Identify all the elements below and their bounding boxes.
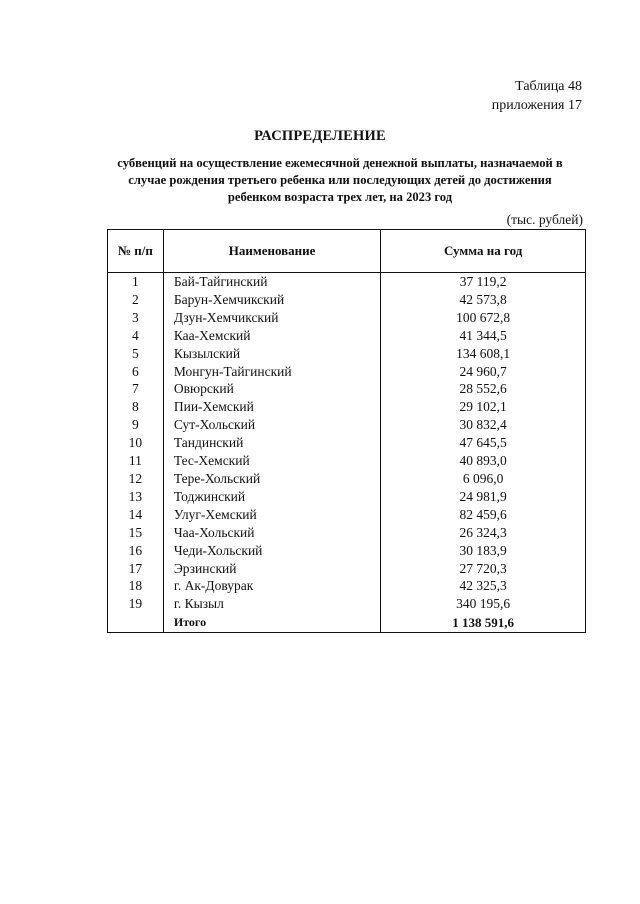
row-sum: 37 119,2: [381, 273, 586, 291]
row-name: Чеди-Хольский: [163, 542, 380, 560]
row-sum: 26 324,3: [381, 524, 586, 542]
appendix-reference: [492, 77, 582, 115]
table-row: [108, 434, 586, 452]
row-sum: 27 720,3: [381, 560, 586, 578]
row-num: 17: [108, 560, 164, 578]
row-num: 8: [108, 398, 164, 416]
table-row: [108, 416, 586, 434]
row-num: 4: [108, 327, 164, 345]
row-num: 5: [108, 345, 164, 363]
total-num-cell: [108, 613, 164, 633]
row-name: Эрзинский: [163, 560, 380, 578]
row-sum: 340 195,6: [381, 595, 586, 613]
row-name: Тес-Хемский: [163, 452, 380, 470]
row-name: Дзун-Хемчикский: [163, 309, 380, 327]
table-row: [108, 542, 586, 560]
table-row: [108, 560, 586, 578]
row-num: 2: [108, 291, 164, 309]
row-name: Тере-Хольский: [163, 470, 380, 488]
row-num: 6: [108, 363, 164, 381]
row-sum: 24 960,7: [381, 363, 586, 381]
row-name: Чаа-Хольский: [163, 524, 380, 542]
row-sum: 29 102,1: [381, 398, 586, 416]
row-name: Улуг-Хемский: [163, 506, 380, 524]
distribution-table: [107, 229, 586, 633]
table-row: [108, 380, 586, 398]
table-row: [108, 595, 586, 613]
row-sum: 42 573,8: [381, 291, 586, 309]
units-note: (тыс. рублей): [506, 212, 583, 227]
table-row: [108, 488, 586, 506]
row-name: Тоджинский: [163, 488, 380, 506]
row-name: Овюрский: [163, 380, 380, 398]
row-name: Пии-Хемский: [163, 398, 380, 416]
document-subtitle: [100, 155, 580, 206]
row-sum: 82 459,6: [381, 506, 586, 524]
row-sum: 30 832,4: [381, 416, 586, 434]
total-row: [108, 613, 586, 633]
table-row: [108, 273, 586, 291]
header-sum: Сумма на год: [381, 230, 586, 273]
row-name: Сут-Хольский: [163, 416, 380, 434]
row-name: г. Кызыл: [163, 595, 380, 613]
row-name: Монгун-Тайгинский: [163, 363, 380, 381]
row-num: 19: [108, 595, 164, 613]
row-num: 3: [108, 309, 164, 327]
table-body: [108, 273, 586, 633]
total-sum: 1 138 591,6: [381, 613, 586, 633]
row-num: 9: [108, 416, 164, 434]
subtitle-line: ребенком возраста трех лет, на 2023 год: [227, 190, 453, 204]
header-num: № п/п: [108, 230, 164, 273]
table-row: [108, 363, 586, 381]
row-name: Каа-Хемский: [163, 327, 380, 345]
row-num: 11: [108, 452, 164, 470]
row-num: 12: [108, 470, 164, 488]
row-sum: 28 552,6: [381, 380, 586, 398]
row-sum: 24 981,9: [381, 488, 586, 506]
row-num: 14: [108, 506, 164, 524]
row-name: Кызылский: [163, 345, 380, 363]
row-num: 7: [108, 380, 164, 398]
table-row: [108, 452, 586, 470]
row-name: Бай-Тайгинский: [163, 273, 380, 291]
table-row: [108, 327, 586, 345]
row-sum: 134 608,1: [381, 345, 586, 363]
table-row: [108, 506, 586, 524]
row-sum: 100 672,8: [381, 309, 586, 327]
document-title: РАСПРЕДЕЛЕНИЕ: [254, 128, 386, 144]
row-num: 10: [108, 434, 164, 452]
row-num: 1: [108, 273, 164, 291]
header-name: Наименование: [163, 230, 380, 273]
row-num: 16: [108, 542, 164, 560]
table-row: [108, 577, 586, 595]
row-num: 13: [108, 488, 164, 506]
row-num: 15: [108, 524, 164, 542]
row-sum: 42 325,3: [381, 577, 586, 595]
appendix-number-label: приложения 17: [491, 98, 582, 113]
table-row: [108, 291, 586, 309]
table-row: [108, 524, 586, 542]
total-label: Итого: [163, 613, 380, 633]
table-row: [108, 470, 586, 488]
table-number-label: Таблица 48: [515, 79, 582, 94]
table-row: [108, 398, 586, 416]
row-name: Барун-Хемчикский: [163, 291, 380, 309]
table-row: [108, 345, 586, 363]
row-sum: 47 645,5: [381, 434, 586, 452]
subtitle-line: субвенций на осуществление ежемесячной денежной выплаты, назначаемой в: [117, 156, 563, 170]
row-sum: 40 893,0: [381, 452, 586, 470]
row-name: г. Ак-Довурак: [163, 577, 380, 595]
table-header-row: [108, 230, 586, 273]
row-sum: 6 096,0: [381, 470, 586, 488]
row-num: 18: [108, 577, 164, 595]
subtitle-line: случае рождения третьего ребенка или последующих детей до достижения: [128, 173, 552, 187]
table-row: [108, 309, 586, 327]
row-sum: 41 344,5: [381, 327, 586, 345]
row-sum: 30 183,9: [381, 542, 586, 560]
row-name: Тандинский: [163, 434, 380, 452]
